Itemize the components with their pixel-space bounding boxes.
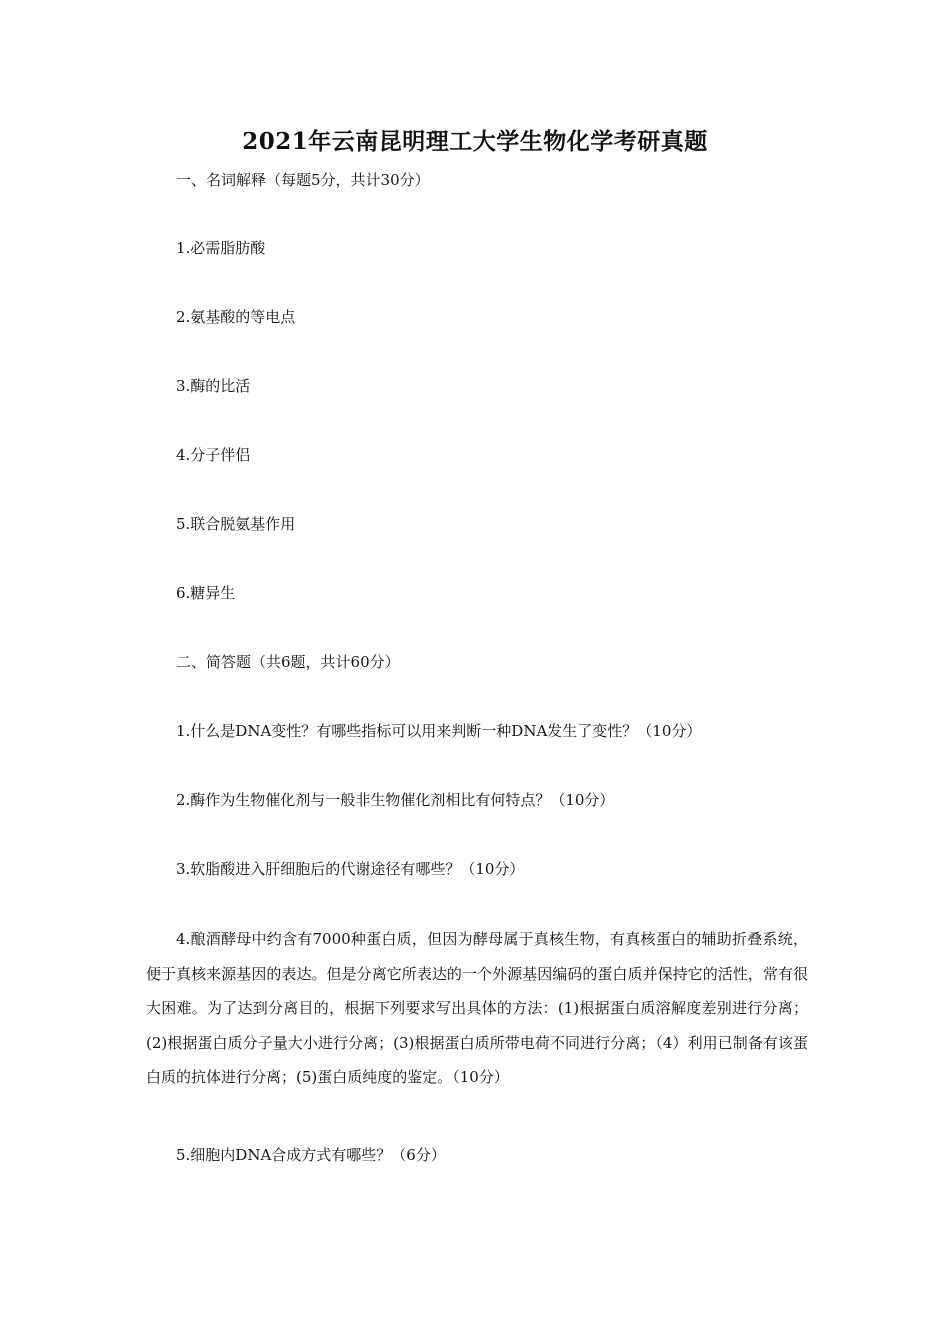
term-item: 6.糖异生 xyxy=(176,584,236,602)
section1-heading: 一、名词解释（每题5分，共计30分） xyxy=(176,171,430,189)
term-item: 4.分子伴侣 xyxy=(176,446,251,464)
term-item: 3.酶的比活 xyxy=(176,377,251,395)
term-item: 1.必需脂肪酸 xyxy=(176,239,266,257)
document-title: 2021年云南昆明理工大学生物化学考研真题 xyxy=(242,128,708,155)
term-item: 5.联合脱氨基作用 xyxy=(176,515,296,533)
question-2: 2.酶作为生物催化剂与一般非生物催化剂相比有何特点？（10分） xyxy=(176,791,615,809)
question-4: 4.酿酒酵母中约含有7000种蛋白质，但因为酵母属于真核生物，有真核蛋白的辅助折叠系统，便于真核来源基因的表达。但是分离它所表达的一个外源基因编码的蛋白质并保持它的活性，常有很大困难。为了达到分离目的，根据下列要求写出具体的方法：(1)根据蛋白质溶解度差别进行分离；(2)根据蛋白质分子量大小进行分离；(3)根据蛋白质所带电荷不同进行分离；（4）利用已制备有该蛋白质的抗体进行分离；(5)蛋白质纯度的鉴定。（10分） xyxy=(146,930,808,1086)
question-1: 1.什么是DNA变性？有哪些指标可以用来判断一种DNA发生了变性？（10分） xyxy=(176,722,702,740)
term-item: 2.氨基酸的等电点 xyxy=(176,308,296,326)
section2-heading: 二、简答题（共6题，共计60分） xyxy=(176,653,400,671)
question-5: 5.细胞内DNA合成方式有哪些？（6分） xyxy=(176,1146,446,1164)
question-3: 3.软脂酸进入肝细胞后的代谢途径有哪些？（10分） xyxy=(176,860,525,878)
